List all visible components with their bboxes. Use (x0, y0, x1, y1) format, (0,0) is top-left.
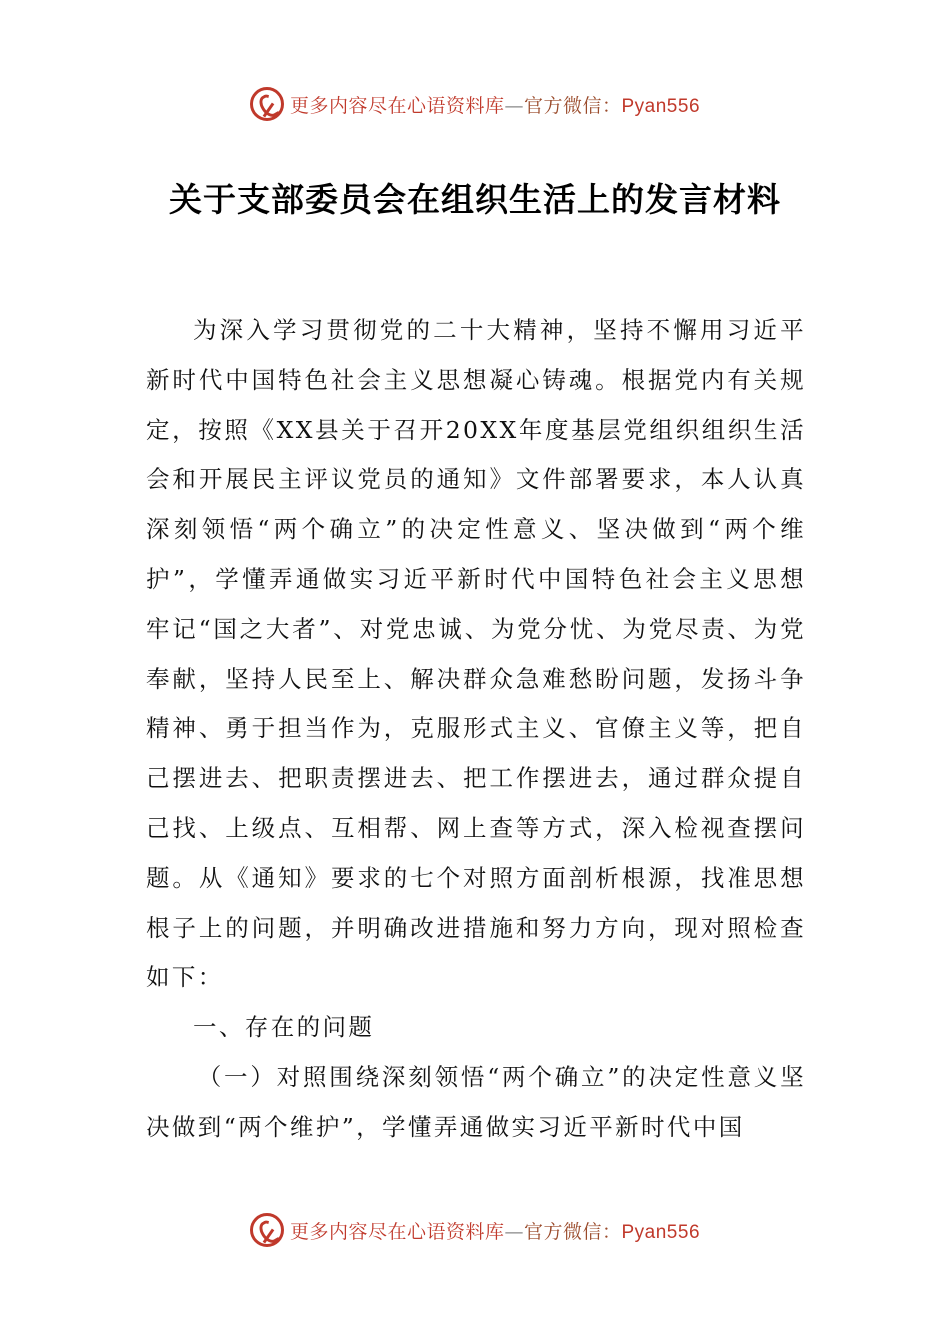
banner-site: 更多内容尽在心语资料库 (289, 1220, 505, 1243)
section-heading: 一、存在的问题 (193, 1013, 375, 1042)
quill-logo-icon (250, 1213, 284, 1247)
banner-label: 官方微信： (523, 1220, 622, 1243)
banner-wechat-id: Pyan556 (621, 1221, 701, 1243)
banner-dash: — (504, 94, 524, 117)
footer-banner (0, 1210, 950, 1250)
document-body (146, 306, 806, 1153)
banner-text (290, 91, 700, 118)
banner-label: 官方微信： (523, 94, 622, 117)
quill-logo-icon (250, 87, 284, 121)
banner-wechat-id: Pyan556 (621, 95, 701, 117)
document-title: 关于支部委员会在组织生活上的发言材料 (169, 180, 781, 219)
banner-text (290, 1217, 700, 1244)
subsection-paragraph: （一）对照围绕深刻领悟“两个确立”的决定性意义坚决做到“两个维护”，学懂弄通做实习近平新时代中国 (146, 1062, 806, 1141)
body-paragraph-intro: 为深入学习贯彻党的二十大精神，坚持不懈用习近平新时代中国特色社会主义思想凝心铸魂。根据党内有关规定，按照《XX县关于召开20XX年度基层党组织组织生活会和开展民主评议党员的通知》文件部署要求，本人认真深刻领悟“两个确立”的决定性意义、坚决做到“两个维护”，学懂弄通做实习近平新时代中国特色社会主义思想牢记“国之大者”、对党忠诚、为党分忧、为党尽责、为党奉献，坚持人民至上、解决群众急难愁盼问题，发扬斗争精神、勇于担当作为，克服形式主义、官僚主义等，把自己摆进去、把职责摆进去、把工作摆进去，通过群众提自己找、上级点、互相帮、网上查等方式，深入检视查摆问题。从《通知》要求的七个对照方面剖析根源，找准思想根子上的问题，并明确改进措施和努力方向，现对照检查如下： (146, 316, 806, 992)
header-banner (0, 84, 950, 124)
banner-dash: — (504, 1220, 524, 1243)
banner-site: 更多内容尽在心语资料库 (289, 94, 505, 117)
